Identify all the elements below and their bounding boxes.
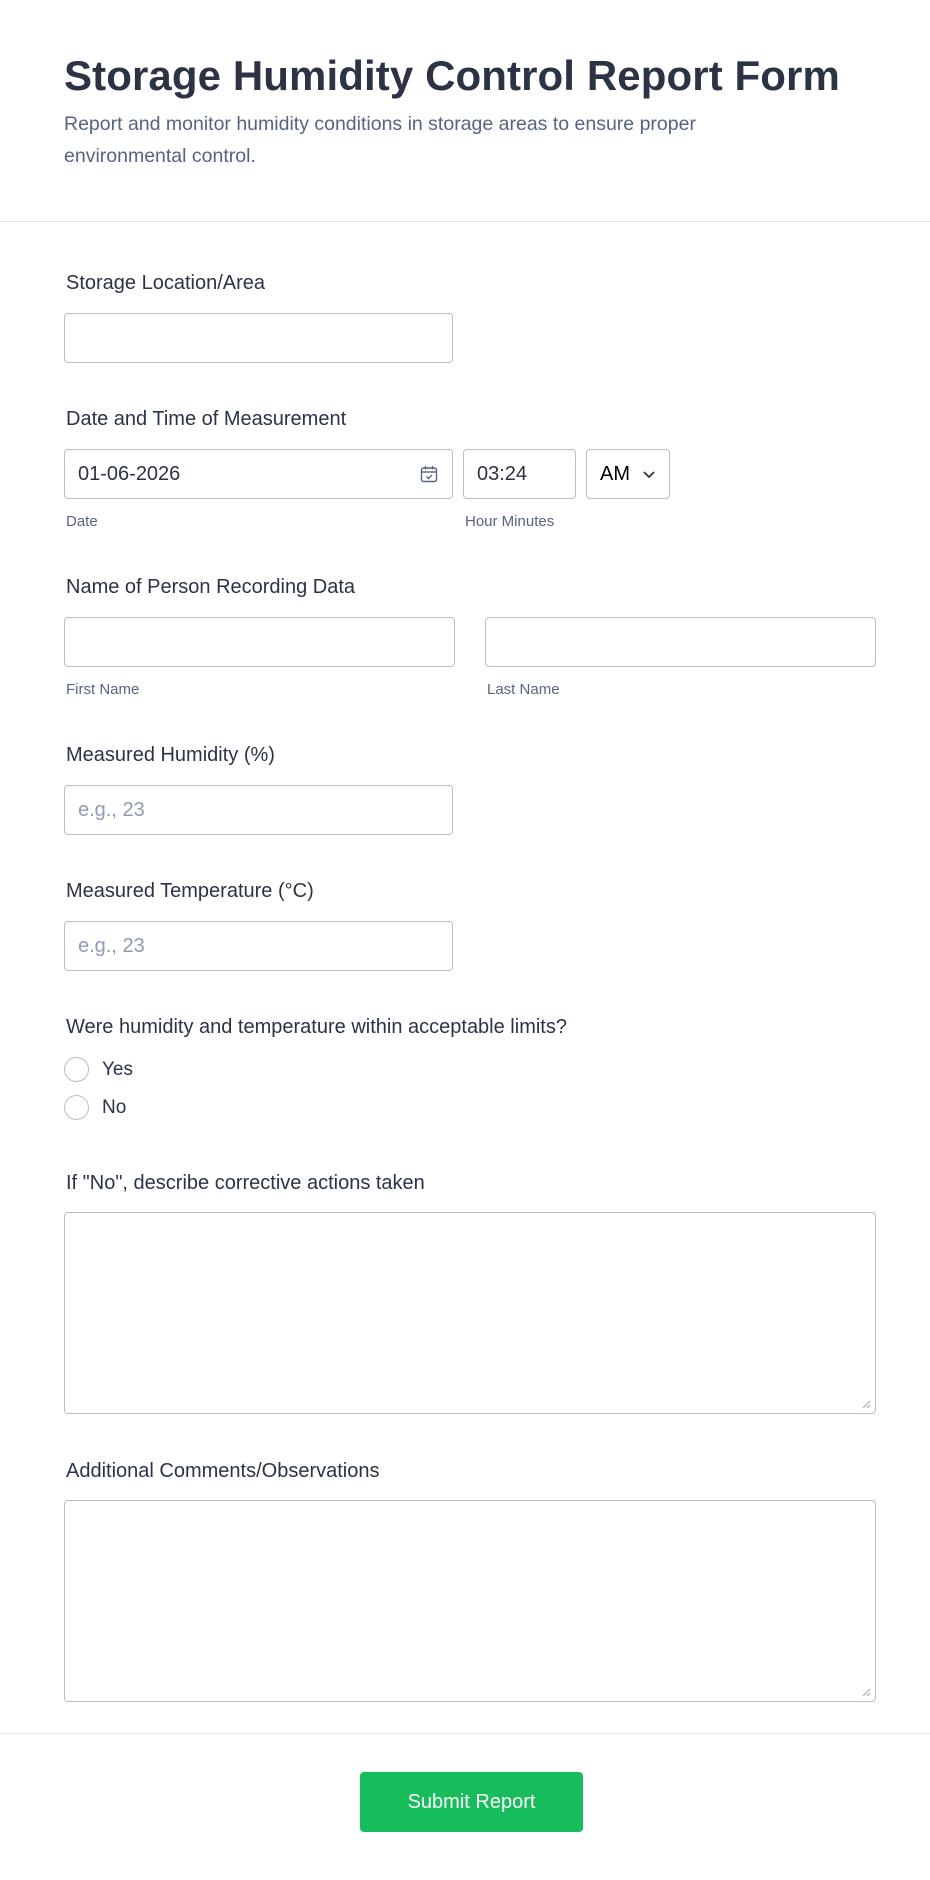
date-value: 01-06-2026 xyxy=(78,462,181,485)
date-sublabel: Date xyxy=(66,513,98,530)
radio-button-yes[interactable] xyxy=(64,1057,89,1082)
ampm-select[interactable] xyxy=(586,449,670,499)
radio-label-no: No xyxy=(102,1096,127,1118)
ampm-value: AM xyxy=(600,462,630,485)
form-header xyxy=(0,0,930,222)
resize-grip-icon[interactable] xyxy=(861,1687,871,1697)
form-footer xyxy=(0,1733,930,1880)
corrective-label: If "No", describe corrective actions taken xyxy=(66,1172,425,1194)
humidity-label: Measured Humidity (%) xyxy=(66,744,275,766)
radio-option-yes[interactable] xyxy=(64,1057,133,1082)
radio-button-no[interactable] xyxy=(64,1095,89,1120)
last-name-sublabel: Last Name xyxy=(487,681,560,698)
humidity-input[interactable] xyxy=(64,785,453,835)
comments-textarea[interactable] xyxy=(64,1500,876,1702)
name-label: Name of Person Recording Data xyxy=(66,576,356,598)
location-label: Storage Location/Area xyxy=(66,272,266,294)
temperature-label: Measured Temperature (°C) xyxy=(66,880,314,902)
submit-button[interactable]: Submit Report xyxy=(360,1772,583,1832)
chevron-down-icon xyxy=(642,470,656,479)
temperature-input[interactable] xyxy=(64,921,453,971)
datetime-label: Date and Time of Measurement xyxy=(66,408,347,430)
humidity-placeholder: e.g., 23 xyxy=(78,798,145,821)
resize-grip-icon[interactable] xyxy=(861,1399,871,1409)
first-name-input[interactable] xyxy=(64,617,455,667)
page-title: Storage Humidity Control Report Form xyxy=(64,52,840,99)
page-subtitle: Report and monitor humidity conditions in storage areas to ensure proper environmental control. xyxy=(64,113,696,167)
location-input[interactable] xyxy=(64,313,453,363)
first-name-sublabel: First Name xyxy=(66,681,140,698)
calendar-icon[interactable] xyxy=(420,465,438,483)
last-name-input[interactable] xyxy=(485,617,876,667)
radio-label-yes: Yes xyxy=(102,1058,133,1080)
comments-label: Additional Comments/Observations xyxy=(66,1460,380,1482)
radio-option-no[interactable] xyxy=(64,1095,126,1120)
time-sublabel: Hour Minutes xyxy=(465,513,555,530)
time-input[interactable]: 03:24 xyxy=(463,449,576,499)
temperature-placeholder: e.g., 23 xyxy=(78,934,145,957)
corrective-textarea[interactable] xyxy=(64,1212,876,1414)
limits-label: Were humidity and temperature within acceptable limits? xyxy=(66,1016,567,1038)
date-input[interactable] xyxy=(64,449,453,499)
